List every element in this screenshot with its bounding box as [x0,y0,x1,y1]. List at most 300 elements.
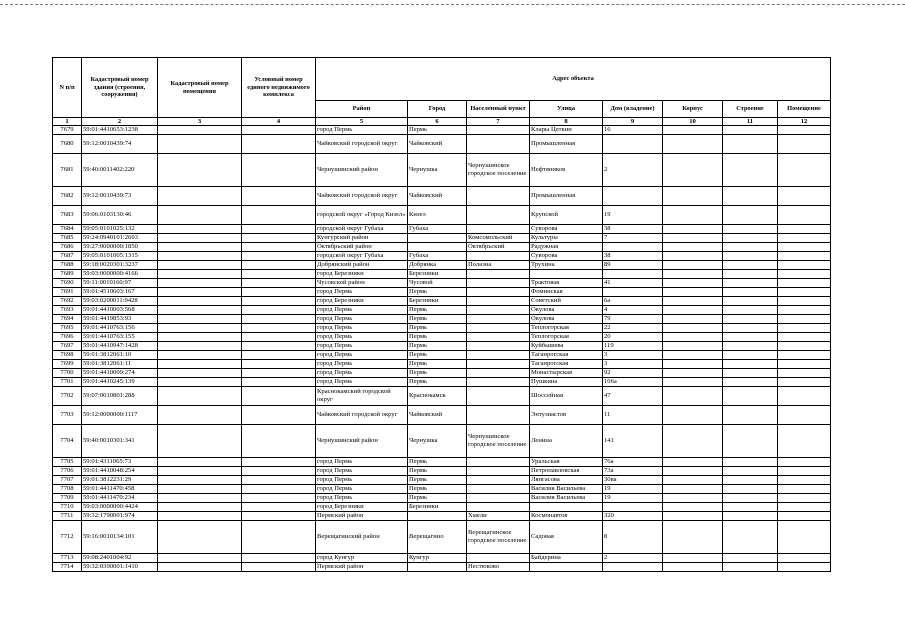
locality: Комсомольский [467,234,530,243]
cadastral-number: 59:12:0000000:1117 [82,406,158,425]
korpus [663,225,723,234]
col-number: 9 [603,118,663,126]
room [778,387,831,406]
korpus [663,306,723,315]
room-cadastral-number [158,270,242,279]
locality [467,485,530,494]
table-row [53,126,831,135]
street: Фоминская [530,288,603,297]
street: Промышленная [530,135,603,154]
street: Куйбышева [530,342,603,351]
table-row [53,306,831,315]
house: 19 [603,494,663,503]
table-row [53,512,831,521]
table-row [53,297,831,306]
korpus [663,206,723,225]
city: Пермь [408,360,467,369]
room [778,512,831,521]
district: Верещагинский район [316,521,408,554]
city: Пермь [408,494,467,503]
city: Пермь [408,369,467,378]
district: город Пермь [316,351,408,360]
city: Березники [408,297,467,306]
header-address: Адрес объекта [316,58,831,101]
city: Чернушка [408,154,467,187]
house: 8 [603,521,663,554]
conditional-number [242,485,316,494]
row-number: 7710 [53,503,82,512]
korpus [663,458,723,467]
room [778,554,831,563]
district: Кунгурский район [316,234,408,243]
street: Уральская [530,458,603,467]
structure [723,342,778,351]
district: Чусовской район [316,279,408,288]
locality [467,270,530,279]
house: 89 [603,261,663,270]
house: 6а [603,297,663,306]
conditional-number [242,503,316,512]
room-cadastral-number [158,126,242,135]
korpus [663,261,723,270]
room [778,324,831,333]
room [778,234,831,243]
table-row [53,476,831,485]
header-num: N п/п [53,58,82,118]
conditional-number [242,333,316,342]
conditional-number [242,467,316,476]
house [603,270,663,279]
table-row [53,521,831,554]
header-room: Помещение [778,101,831,118]
city: Березники [408,270,467,279]
locality [467,206,530,225]
table-row [53,187,831,206]
locality [467,406,530,425]
row-number: 7681 [53,154,82,187]
conditional-number [242,360,316,369]
house [603,503,663,512]
city: Чусовой [408,279,467,288]
district: городской округ Губаха [316,252,408,261]
room [778,342,831,351]
locality [467,187,530,206]
room-cadastral-number [158,512,242,521]
city: Чайковский [408,187,467,206]
city: Кунгур [408,554,467,563]
room-cadastral-number [158,494,242,503]
scan-edge-line [0,4,905,5]
room [778,206,831,225]
structure [723,378,778,387]
room-cadastral-number [158,225,242,234]
street [530,270,603,279]
locality [467,297,530,306]
room-cadastral-number [158,476,242,485]
table-row [53,425,831,458]
street: Советский [530,297,603,306]
street: Шоссейная [530,387,603,406]
city [408,243,467,252]
cadastral-number: 59:12:0010439:73 [82,187,158,206]
district: город Пермь [316,333,408,342]
cadastral-number: 59:40:0010301:341 [82,425,158,458]
house: 73а [603,467,663,476]
structure [723,225,778,234]
district: город Пермь [316,306,408,315]
city [408,234,467,243]
street: Промышленная [530,187,603,206]
room-cadastral-number [158,458,242,467]
header-cad-room: Кадастровый номер помещения [158,58,242,118]
room [778,494,831,503]
room-cadastral-number [158,252,242,261]
locality [467,458,530,467]
house: 38 [603,225,663,234]
city: Пермь [408,467,467,476]
table-row [53,270,831,279]
col-number: 12 [778,118,831,126]
cadastral-number: 59:32:0390001:1410 [82,563,158,572]
table-row [53,252,831,261]
conditional-number [242,234,316,243]
cadastral-number: 59:01:4411470:234 [82,494,158,503]
col-number: 4 [242,118,316,126]
row-number: 7709 [53,494,82,503]
conditional-number [242,425,316,458]
district: город Березники [316,270,408,279]
house: 19 [603,485,663,494]
col-number: 2 [82,118,158,126]
locality: Чернушинское городское поселение [467,154,530,187]
locality [467,494,530,503]
korpus [663,126,723,135]
room-cadastral-number [158,425,242,458]
room [778,467,831,476]
street: Крупской [530,206,603,225]
street: Монастырская [530,369,603,378]
room-cadastral-number [158,369,242,378]
street: Клары Цеткин [530,126,603,135]
korpus [663,288,723,297]
structure [723,126,778,135]
house: 41 [603,279,663,288]
room-cadastral-number [158,467,242,476]
district: Чайковский городской округ [316,135,408,154]
house: 2 [603,554,663,563]
row-number: 7693 [53,306,82,315]
cadastral-number: 59:01:4410245:139 [82,378,158,387]
street: Василия Васильева [530,485,603,494]
header-city: Город [408,101,467,118]
korpus [663,476,723,485]
room-cadastral-number [158,503,242,512]
locality: Верещагинское городское поселение [467,521,530,554]
table-row [53,485,831,494]
korpus [663,563,723,572]
district: Краснокамский городской округ [316,387,408,406]
room [778,360,831,369]
korpus [663,324,723,333]
korpus [663,270,723,279]
structure [723,554,778,563]
city: Пермь [408,333,467,342]
room-cadastral-number [158,279,242,288]
locality: Хмели [467,512,530,521]
structure [723,270,778,279]
conditional-number [242,206,316,225]
col-number: 5 [316,118,408,126]
house: 79 [603,315,663,324]
locality [467,288,530,297]
structure [723,351,778,360]
room-cadastral-number [158,521,242,554]
district: Октябрьский район [316,243,408,252]
street: Теплогорская [530,324,603,333]
conditional-number [242,261,316,270]
table-row [53,279,831,288]
street: Трактовая [530,279,603,288]
conditional-number [242,297,316,306]
cadastral-number: 59:01:4510603:167 [82,288,158,297]
room [778,521,831,554]
house: 11 [603,406,663,425]
row-number: 7679 [53,126,82,135]
district: город Пермь [316,315,408,324]
conditional-number [242,521,316,554]
street: Космонавтов [530,512,603,521]
street: Культуры [530,234,603,243]
conditional-number [242,324,316,333]
locality [467,306,530,315]
conditional-number [242,494,316,503]
cadastral-number: 59:40:0011402:220 [82,154,158,187]
korpus [663,554,723,563]
conditional-number [242,243,316,252]
room [778,297,831,306]
header-building: Строение [723,101,778,118]
locality [467,252,530,261]
cadastral-number: 59:11:0010160:97 [82,279,158,288]
korpus [663,279,723,288]
structure [723,360,778,369]
conditional-number [242,126,316,135]
cadastral-number: 59:01:4311065:73 [82,458,158,467]
room [778,270,831,279]
korpus [663,342,723,351]
table-row [53,315,831,324]
row-number: 7683 [53,206,82,225]
row-number: 7686 [53,243,82,252]
conditional-number [242,187,316,206]
room-cadastral-number [158,406,242,425]
room [778,279,831,288]
table-row [53,135,831,154]
row-number: 7688 [53,261,82,270]
city: Губаха [408,252,467,261]
row-number: 7691 [53,288,82,297]
house: 16 [603,126,663,135]
locality [467,342,530,351]
city: Чайковский [408,406,467,425]
city: Пермь [408,324,467,333]
house: 92 [603,369,663,378]
cadastral-number: 59:01:4410653:1238 [82,126,158,135]
structure [723,206,778,225]
table-row [53,342,831,351]
street: Теплогорская [530,333,603,342]
row-number: 7702 [53,387,82,406]
cadastral-number: 59:01:4410009:274 [82,369,158,378]
row-number: 7682 [53,187,82,206]
district: город Пермь [316,288,408,297]
row-number: 7698 [53,351,82,360]
header-house: Дом (владение) [603,101,663,118]
locality [467,476,530,485]
row-number: 7695 [53,324,82,333]
table-row [53,494,831,503]
row-number: 7706 [53,467,82,476]
korpus [663,494,723,503]
cadastral-number: 59:01:3812061:10 [82,351,158,360]
locality [467,369,530,378]
locality [467,333,530,342]
city: Краснокамск [408,387,467,406]
structure [723,187,778,206]
col-number: 10 [663,118,723,126]
col-number: 3 [158,118,242,126]
house: 30ва [603,476,663,485]
room [778,406,831,425]
room [778,288,831,297]
street: Василия Васильева [530,494,603,503]
header-locality: Населенный пункт [467,101,530,118]
row-number: 7694 [53,315,82,324]
room-cadastral-number [158,288,242,297]
structure [723,425,778,458]
row-number: 7714 [53,563,82,572]
korpus [663,406,723,425]
cadastral-number: 59:12:0010439:74 [82,135,158,154]
room-cadastral-number [158,554,242,563]
district: городской округ «Город Кизел» [316,206,408,225]
city: Пермь [408,126,467,135]
structure [723,476,778,485]
street: Суворова [530,225,603,234]
structure [723,243,778,252]
korpus [663,333,723,342]
district: Чайковский городской округ [316,187,408,206]
room-cadastral-number [158,297,242,306]
table-row [53,243,831,252]
city [408,563,467,572]
header-district: Район [316,101,408,118]
street: Суворова [530,252,603,261]
city: Пермь [408,378,467,387]
cadastral-number: 59:32:1790001:974 [82,512,158,521]
row-number: 7712 [53,521,82,554]
cadastral-number: 59:03:0000000:4424 [82,503,158,512]
structure [723,563,778,572]
row-number: 7707 [53,476,82,485]
conditional-number [242,342,316,351]
korpus [663,243,723,252]
table-row [53,554,831,563]
room [778,306,831,315]
street: Нефтяников [530,154,603,187]
row-number: 7697 [53,342,82,351]
locality: Полазна [467,261,530,270]
cadastral-number: 59:03:0200011:9428 [82,297,158,306]
conditional-number [242,270,316,279]
structure [723,135,778,154]
conditional-number [242,476,316,485]
street: Петропавловская [530,467,603,476]
col-number: 8 [530,118,603,126]
district: городской округ Губаха [316,225,408,234]
house: 76а [603,458,663,467]
city: Пермь [408,315,467,324]
street: Пушкина [530,378,603,387]
structure [723,154,778,187]
room-cadastral-number [158,187,242,206]
street: Окулова [530,315,603,324]
house: 3 [603,351,663,360]
korpus [663,485,723,494]
korpus [663,467,723,476]
korpus [663,351,723,360]
room-cadastral-number [158,342,242,351]
locality [467,503,530,512]
conditional-number [242,554,316,563]
korpus [663,425,723,458]
table-row [53,360,831,369]
cadastral-number: 59:18:0020301:3237 [82,261,158,270]
table-row [53,234,831,243]
table-row [53,387,831,406]
room [778,458,831,467]
table-row [53,378,831,387]
house: 141 [603,425,663,458]
korpus [663,503,723,512]
room [778,126,831,135]
cadastral-number: 59:01:4410763:156 [82,324,158,333]
structure [723,234,778,243]
room-cadastral-number [158,485,242,494]
street [530,563,603,572]
room-cadastral-number [158,154,242,187]
locality [467,126,530,135]
cadastral-number: 59:27:0000000:1850 [82,243,158,252]
structure [723,521,778,554]
table-row [53,458,831,467]
header-korpus: Корпус [663,101,723,118]
korpus [663,154,723,187]
cadastral-number: 59:07:0010801:288 [82,387,158,406]
room [778,563,831,572]
district: Добрянский район [316,261,408,270]
street: Таганрогская [530,360,603,369]
house [603,288,663,297]
city: Пермь [408,458,467,467]
structure [723,503,778,512]
cadastral-number: 59:03:0000000:4166 [82,270,158,279]
table-row [53,467,831,476]
cadastral-number: 59:01:3812061:11 [82,360,158,369]
row-number: 7705 [53,458,82,467]
street: Энтузиастов [530,406,603,425]
row-number: 7684 [53,225,82,234]
